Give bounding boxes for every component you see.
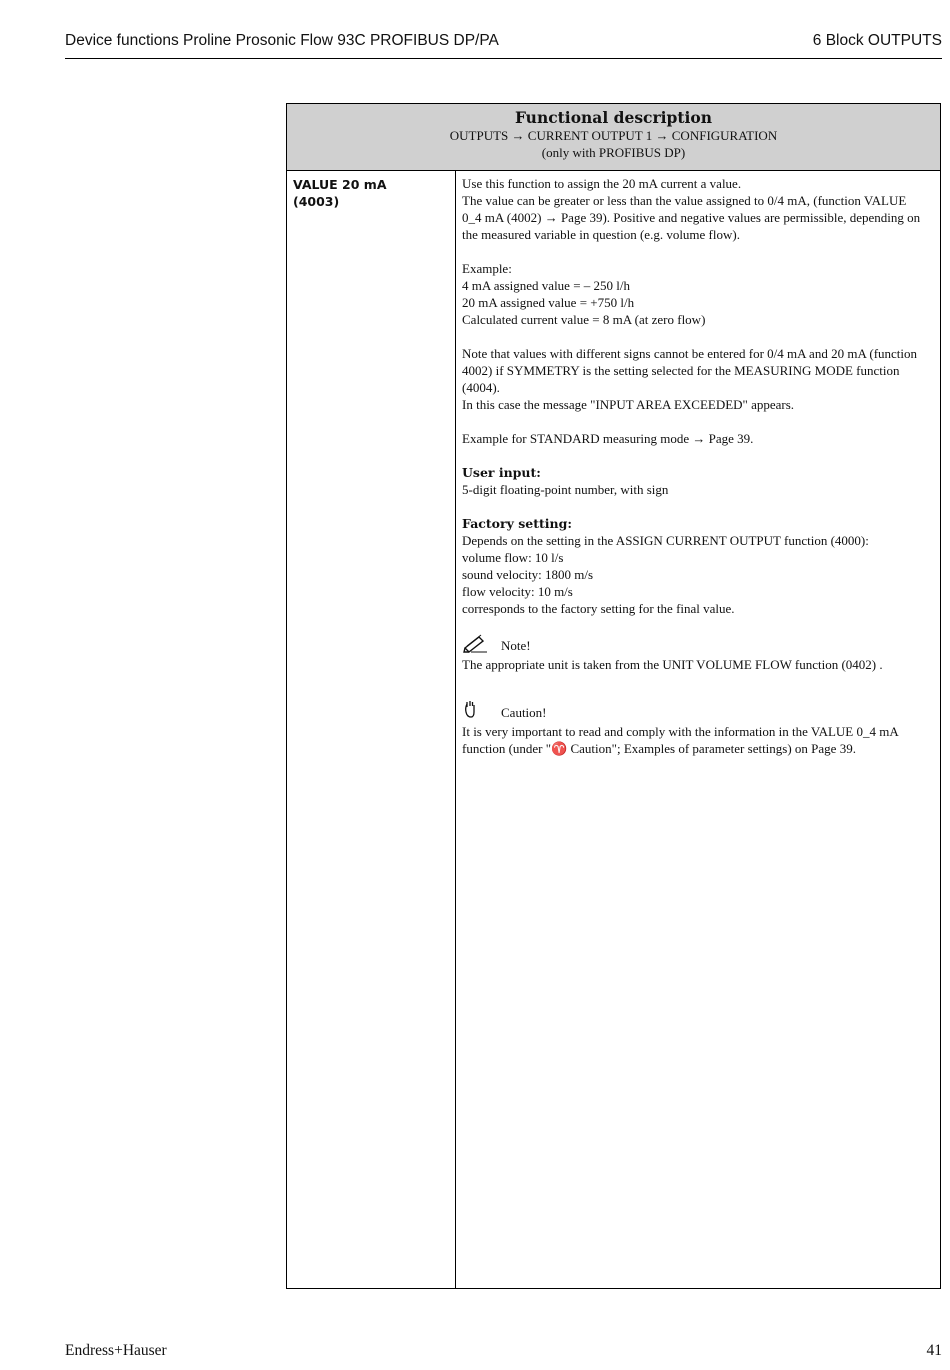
factory-setting-line: corresponds to the factory setting for the final value. (462, 601, 735, 616)
note-text: The appropriate unit is taken from the UNIT VOLUME FLOW function (0402) . (462, 657, 883, 672)
example-line: Calculated current value = 8 mA (at zero flow) (462, 312, 706, 327)
signs-note-line: Note that values with different signs cannot be entered for 0/4 mA and 20 mA (function (462, 346, 918, 361)
factory-setting-line: sound velocity: 1800 m/s (462, 567, 594, 582)
standard-example-paragraph (462, 430, 938, 447)
intro-line: 0_4 mA (4002) → Page 39). Positive and negative values are permissible, depending on (462, 210, 921, 225)
menu-path: OUTPUTS → CURRENT OUTPUT 1 → CONFIGURATION (449, 128, 778, 143)
user-input-paragraph (462, 464, 938, 498)
intro-line: the measured variable in question (e.g. volume flow). (462, 227, 740, 242)
menu-path-note: (only with PROFIBUS DP) (541, 145, 686, 160)
table-heading: Functional description (514, 108, 713, 127)
function-description (462, 175, 938, 757)
caution-line: It is very important to read and comply with the information in the VALUE 0_4 mA (462, 724, 899, 739)
intro-line: Use this function to assign the 20 mA current a value. (462, 176, 742, 191)
factory-setting-line: flow velocity: 10 m/s (462, 584, 573, 599)
function-code: (4003) (293, 194, 340, 209)
caution-line: function (under "♈ Caution"; Examples of parameter settings) on Page 39. (462, 741, 856, 756)
signs-note-line: In this case the message "INPUT AREA EXCEEDED" appears. (462, 397, 795, 412)
user-input-label: User input: (462, 465, 541, 480)
factory-setting-label: Factory setting: (462, 516, 572, 531)
pencil-note-icon (462, 633, 488, 653)
hand-caution-icon (462, 700, 488, 720)
factory-setting-paragraph (462, 515, 938, 617)
factory-setting-line: Depends on the setting in the ASSIGN CURRENT OUTPUT function (4000): (462, 533, 869, 548)
signs-note-paragraph (462, 345, 938, 413)
signs-note-line: 4002) if SYMMETRY is the setting selected for the MEASURING MODE function (4004). (462, 363, 900, 395)
example-line: 4 mA assigned value = – 250 l/h (462, 278, 631, 293)
function-name: VALUE 20 mA (293, 177, 387, 192)
page-header (65, 32, 942, 59)
note-label: Note! (501, 638, 531, 653)
table-header (287, 104, 940, 171)
intro-line: The value can be greater or less than the value assigned to 0/4 mA, (function VALUE (462, 193, 907, 208)
function-name-cell (293, 176, 448, 210)
example-line: 20 mA assigned value = +750 l/h (462, 295, 635, 310)
standard-example-line: Example for STANDARD measuring mode → Page 39. (462, 431, 754, 446)
document-title: Device functions Proline Prosonic Flow 93C PROFIBUS DP/PA (65, 32, 499, 49)
caution-block (462, 701, 938, 757)
caution-label: Caution! (501, 705, 547, 720)
note-block (462, 634, 938, 673)
example-line: Example: (462, 261, 512, 276)
brand-name: Endress+Hauser (65, 1342, 167, 1359)
intro-paragraph (462, 175, 938, 243)
user-input-value: 5-digit floating-point number, with sign (462, 482, 669, 497)
page-number: 41 (926, 1342, 942, 1359)
example-paragraph (462, 260, 938, 328)
factory-setting-line: volume flow: 10 l/s (462, 550, 564, 565)
function-table (286, 103, 941, 1289)
column-divider (455, 170, 456, 1288)
section-title: 6 Block OUTPUTS (812, 32, 942, 49)
